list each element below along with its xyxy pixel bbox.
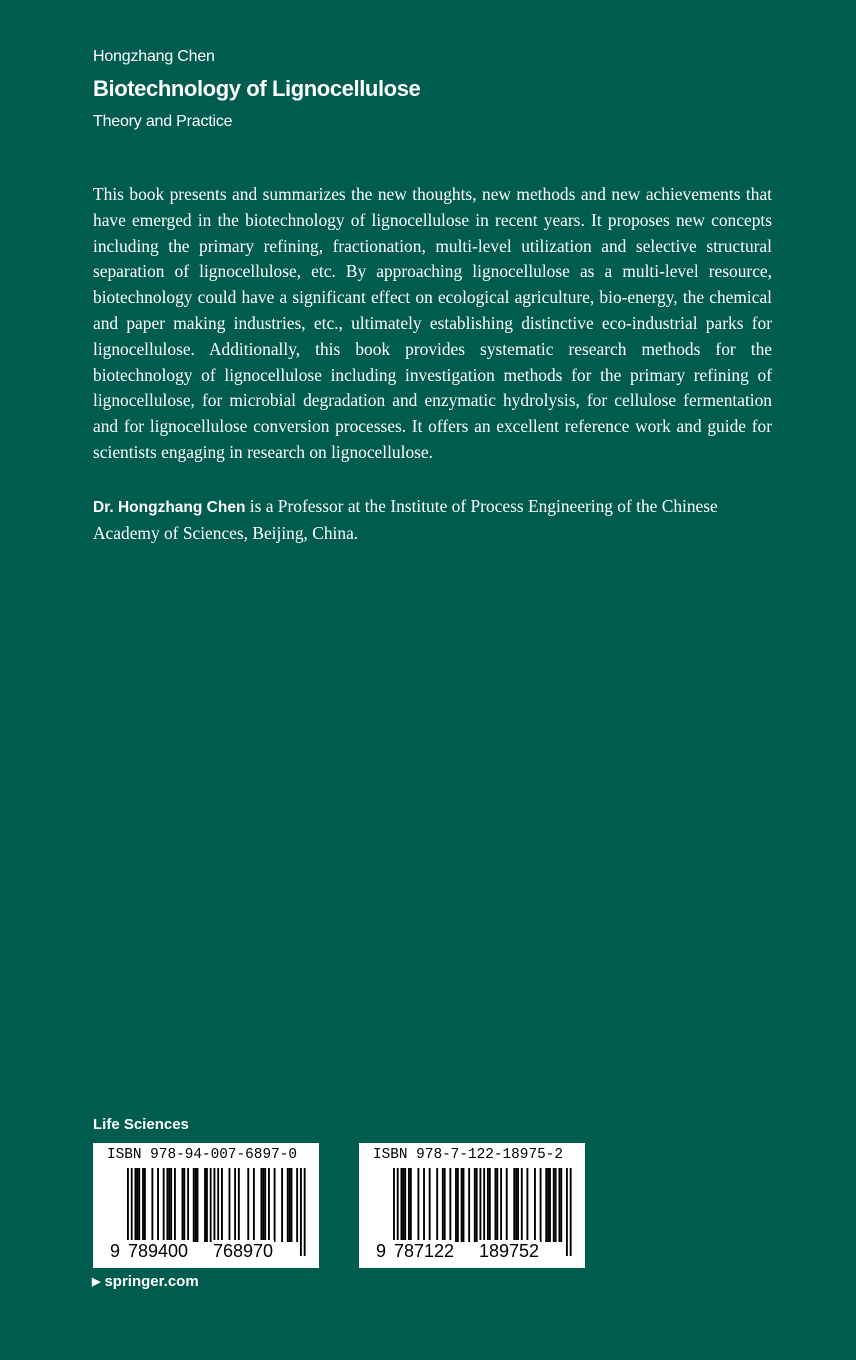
- author-bio: [93, 494, 772, 547]
- barcode-bar: [291, 1168, 293, 1242]
- barcode-bar: [193, 1168, 195, 1242]
- barcode-bar: [513, 1168, 515, 1242]
- barcode-bar: [187, 1168, 189, 1242]
- barcode-bar: [210, 1168, 212, 1242]
- arrow-right-icon: ▶: [92, 1276, 101, 1288]
- author-bio-text: is a Professor at the Institute of Process Engineering of the Chinese Academy of Sciences, Beijing, China.: [93, 496, 718, 543]
- barcode-bar: [260, 1168, 262, 1242]
- barcode-bar: [436, 1168, 438, 1242]
- barcode-bar: [168, 1168, 170, 1242]
- barcode-bar: [457, 1168, 459, 1242]
- barcode-bar: [429, 1168, 431, 1242]
- barcode-bar: [540, 1168, 542, 1242]
- barcode-bar: [468, 1168, 470, 1242]
- barcode-digits-right: 768970: [213, 1241, 274, 1261]
- barcode-bar: [142, 1168, 144, 1242]
- barcode-bar: [570, 1168, 572, 1256]
- barcode-bar: [221, 1168, 223, 1242]
- barcode-bar: [287, 1168, 289, 1242]
- barcode-bar: [195, 1168, 197, 1242]
- barcode-bar: [495, 1168, 497, 1242]
- barcode-digits-right: 189752: [479, 1241, 540, 1261]
- isbn-barcode: [359, 1143, 585, 1268]
- barcode-bar: [442, 1168, 444, 1242]
- barcode-bar: [296, 1168, 298, 1242]
- barcode-bar: [417, 1168, 419, 1242]
- barcode-bar: [238, 1168, 240, 1242]
- book-description: This book presents and summarizes the new thoughts, new methods and new achievements that have emerged in the biotechnology of lignocellulose in recent years. It proposes new concepts including the primary refining, fractionation, multi-level utilization and selective structural separation of lignocellulose, etc. By approaching lignocellulose as a multi-level resource, biotechnology could have a significant effect on ecological agriculture, bio-energy, the chemical and paper making industries, etc., ultimately establishing distinctive eco-industrial parks for lignocellulose. Additionally, this book provides systematic research methods for the biotechnology of lignocellulose including investigation methods for the primary refining of lignocellulose, for microbial degradation and enzymatic hydrolysis, for cellulose fermentation and for lignocellulose conversion processes. It offers an excellent reference work and guide for scientists engaging in research on lignocellulose.: [93, 184, 772, 462]
- barcode-bar: [404, 1168, 406, 1242]
- barcode-bar: [517, 1168, 519, 1242]
- series-label: Life Sciences: [93, 1116, 189, 1133]
- barcode-bar: [253, 1168, 255, 1242]
- author-name: Hongzhang Chen: [93, 48, 215, 65]
- barcode-bar: [281, 1168, 283, 1242]
- barcode-bar: [487, 1168, 489, 1242]
- publisher-link[interactable]: [92, 1273, 199, 1290]
- barcode-bar: [264, 1168, 266, 1242]
- barcode-bar: [135, 1168, 137, 1242]
- barcode-bar: [289, 1168, 291, 1242]
- barcode-bar: [247, 1168, 249, 1242]
- barcode-bar: [461, 1168, 463, 1242]
- barcode-digit-first: 9: [110, 1241, 121, 1261]
- barcode-bar: [558, 1168, 560, 1242]
- barcode-bar: [555, 1168, 557, 1242]
- barcode-bar: [521, 1168, 523, 1242]
- book-title: Biotechnology of Lignocellulose: [93, 76, 421, 101]
- barcode-bar: [566, 1168, 568, 1256]
- barcode-bar: [423, 1168, 425, 1242]
- barcode-bar: [204, 1168, 206, 1242]
- barcode-bar: [300, 1168, 302, 1256]
- barcode-bar: [138, 1168, 140, 1242]
- barcode-bar: [157, 1168, 159, 1242]
- barcode-digits-left: 787122: [394, 1241, 455, 1261]
- barcode-bar: [262, 1168, 264, 1242]
- barcode-bar: [553, 1168, 555, 1242]
- barcode-bar: [170, 1168, 172, 1242]
- barcode-bar: [500, 1168, 502, 1242]
- barcode-bar: [526, 1168, 528, 1242]
- barcode-bar: [476, 1168, 478, 1242]
- barcode-bar: [547, 1168, 549, 1242]
- barcode-bar: [274, 1168, 276, 1242]
- barcode-bar: [545, 1168, 547, 1242]
- barcode-bar: [401, 1168, 403, 1242]
- barcode-bar: [410, 1168, 412, 1242]
- barcode-bar: [136, 1168, 138, 1242]
- isbn-label: ISBN 978-94-007-6897-0: [107, 1147, 297, 1163]
- barcode-bar: [304, 1168, 306, 1256]
- barcode-bar: [206, 1168, 208, 1242]
- author-bio-name: Dr. Hongzhang Chen: [93, 499, 246, 516]
- isbn-barcode: [93, 1143, 319, 1268]
- barcode-bar: [183, 1168, 185, 1242]
- barcode-digit-first: 9: [376, 1241, 387, 1261]
- barcode-bar: [197, 1168, 199, 1242]
- barcode-bar: [489, 1168, 491, 1242]
- barcode-bar: [449, 1168, 451, 1242]
- barcode-bar: [455, 1168, 457, 1242]
- barcode-bar: [268, 1168, 270, 1242]
- barcode-bar: [496, 1168, 498, 1242]
- publisher-link-text: springer.com: [104, 1273, 199, 1290]
- barcode-bar: [402, 1168, 404, 1242]
- barcode-bar: [151, 1168, 153, 1242]
- barcode-bar: [234, 1168, 236, 1242]
- barcode-bar: [549, 1168, 551, 1242]
- book-subtitle: Theory and Practice: [93, 113, 233, 130]
- barcode-bar: [174, 1168, 176, 1242]
- barcode-bar: [166, 1168, 168, 1242]
- barcode-bar: [163, 1168, 165, 1242]
- barcode-bar: [463, 1168, 465, 1242]
- barcode-bar: [560, 1168, 562, 1242]
- barcode-digits-left: 789400: [128, 1241, 189, 1261]
- barcode-bar: [474, 1168, 476, 1242]
- barcode-bar: [515, 1168, 517, 1242]
- barcode-bar: [229, 1168, 231, 1242]
- isbn-label: ISBN 978-7-122-18975-2: [373, 1147, 563, 1163]
- barcode-bar: [506, 1168, 508, 1242]
- barcode-bar: [408, 1168, 410, 1242]
- barcode-bar: [444, 1168, 446, 1242]
- barcode-bar: [144, 1168, 146, 1242]
- barcode-bar: [182, 1168, 184, 1242]
- barcode-bar: [534, 1168, 536, 1242]
